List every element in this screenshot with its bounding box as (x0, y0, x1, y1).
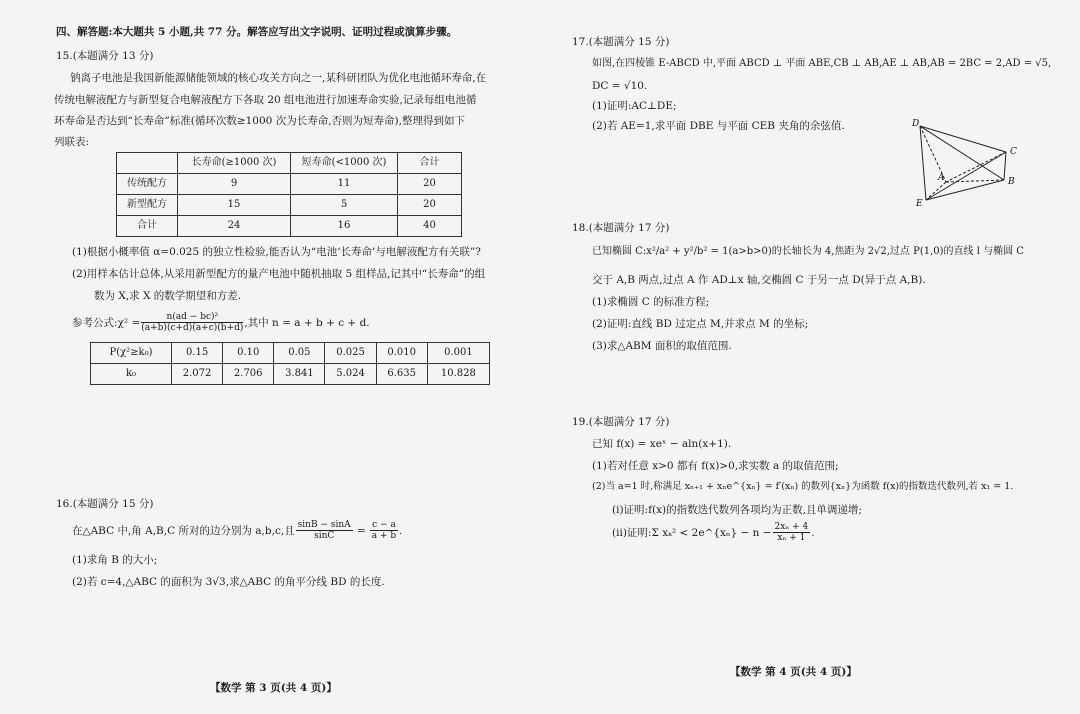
q19-sub1: (1)若对任意 x>0 都有 f(x)>0,求实数 a 的取值范围; (592, 460, 839, 472)
edge-cb (1004, 152, 1006, 180)
side-fraction (370, 520, 398, 542)
reference-formula (72, 312, 370, 334)
q19-sub2i: (ⅰ)证明:f(x)的指数迭代数列各项均为正数,且单调递增; (612, 504, 862, 516)
table-cell: 2.072 (172, 364, 223, 385)
table-cell: 20 (398, 174, 462, 195)
q15-para-1: 钠离子电池是我国新能源储能领域的核心攻关方向之一,某科研团队为优化电池循环寿命,在 (70, 72, 487, 84)
table-cell: 0.15 (172, 343, 223, 364)
table-cell: 10.828 (427, 364, 489, 385)
q18-line1-prefix: 已知椭圆 C: (592, 246, 647, 257)
q19-sub2ii-suffix: . (811, 526, 815, 539)
q15-header: 15.(本题满分 13 分) (56, 50, 154, 62)
table-cell: 0.05 (274, 343, 325, 364)
q15-sub2a: (2)用样本估计总体,从采用新型配方的量产电池中随机抽取 5 组样品,记其中“长寿命”的组 (72, 268, 486, 280)
label-e: E (916, 199, 923, 209)
row-label: 合计 (117, 216, 178, 237)
page-footer: 【数学 第 4 页(共 4 页)】 (730, 666, 857, 678)
q16-sub1: (1)求角 B 的大小; (72, 554, 158, 566)
q17-line2: DC = √10. (592, 80, 648, 92)
table-cell: 9 (178, 174, 291, 195)
formula-numerator: n(ad − bc)² (141, 312, 243, 323)
q15-sub2b: 数为 X,求 X 的数学期望和方差. (94, 290, 242, 302)
row-label: P(χ²≥k₀) (91, 343, 172, 364)
table-cell: 15 (178, 195, 291, 216)
iteration-fraction (773, 522, 811, 544)
q18-line2: 交于 A,B 两点,过点 A 作 AD⊥x 轴,交椭圆 C 于另一点 D(异于点 A,B). (592, 274, 926, 286)
q19-line1: 已知 f(x) = xeˣ − aln(x+1). (592, 438, 732, 450)
formula-denominator: (a+b)(c+d)(a+c)(b+d) (141, 323, 244, 334)
edge-db (920, 126, 1004, 180)
page-footer: 【数学 第 3 页(共 4 页)】 (210, 682, 337, 694)
pyramid-figure (908, 114, 1028, 210)
q17-sub1: (1)证明:AC⊥DE; (592, 100, 677, 112)
row-label: k₀ (91, 364, 172, 385)
page-3 (54, 0, 520, 714)
row-label: 传统配方 (117, 174, 178, 195)
table-cell: 24 (178, 216, 291, 237)
edge-dc (920, 126, 1006, 152)
q17-header: 17.(本题满分 15 分) (572, 36, 670, 48)
table-cell: 0.010 (376, 343, 427, 364)
label-c: C (1010, 147, 1017, 157)
page-4 (568, 0, 1052, 714)
q16-stem: 在△ABC 中,角 A,B,C 所对的边分别为 a,b,c,且 $\frac{\sin B - \sin A}{\sin C}$ = $\frac{c - a}{a + b}$ . (72, 520, 403, 542)
table-cell: 11 (291, 174, 398, 195)
q16-sub2: (2)若 c=4,△ABC 的面积为 3√3,求△ABC 的角平分线 BD 的长度. (72, 576, 385, 588)
q16-stem-text: 在△ABC 中,角 A,B,C 所对的边分别为 a,b,c,且 (72, 524, 295, 537)
q19-sub2ii (612, 522, 815, 544)
table-row (91, 343, 490, 364)
table-cell: 6.635 (376, 364, 427, 385)
fraction-denominator: a + b (371, 531, 397, 542)
q18-line1 (592, 244, 1024, 260)
table-cell: 2.706 (223, 364, 274, 385)
table-row (117, 195, 462, 216)
q19-sub2: (2)当 a=1 时,称满足 xₙ₊₁ + xₙe^{xₙ} = f′(xₙ) 的数列{xₙ}为函数 f(x)的指数迭代数列,若 x₁ = 1. (592, 481, 1014, 492)
table-cell: 0.10 (223, 343, 274, 364)
chi-square-fraction (141, 312, 243, 334)
q19-header: 19.(本题满分 17 分) (572, 416, 670, 428)
sine-fraction (296, 520, 353, 542)
fraction-denominator: xₙ + 1 (777, 533, 806, 544)
q17-line1: 如图,在四棱锥 E-ABCD 中,平面 ABCD ⊥ 平面 ABE,CB ⊥ AB,AE ⊥ AB,AB = 2BC = 2,AD = √5, (592, 58, 1052, 69)
fraction-numerator: 2xₙ + 4 (774, 522, 809, 532)
table-cell: 20 (398, 195, 462, 216)
edge-ab (946, 180, 1004, 182)
contingency-table (116, 152, 462, 237)
label-a: A (938, 173, 945, 183)
q18-header: 18.(本题满分 17 分) (572, 222, 670, 234)
q18-line1-suffix: 的长轴长为 4,焦距为 2√2,过点 P(1,0)的直线 l 与椭圆 C (771, 246, 1024, 257)
edge-ca (946, 152, 1006, 182)
table-cell: 0.001 (427, 343, 489, 364)
fraction-numerator: c − a (372, 520, 396, 530)
formula-suffix: ,其中 n = a + b + c + d. (244, 316, 370, 329)
label-d: D (912, 119, 920, 129)
q15-para-3: 环寿命是否达到“长寿命”标准(循环次数≥1000 次为长寿命,否则为短寿命),整理得到如下 (54, 115, 465, 127)
table-cell (117, 153, 178, 174)
row-label: 新型配方 (117, 195, 178, 216)
table-cell: 5 (291, 195, 398, 216)
table-cell: 3.841 (274, 364, 325, 385)
table-cell: 0.025 (325, 343, 376, 364)
table-cell: 40 (398, 216, 462, 237)
q16-header: 16.(本题满分 15 分) (56, 498, 154, 510)
table-header: 长寿命(≥1000 次) (178, 153, 291, 174)
table-row (117, 216, 462, 237)
table-header: 合计 (398, 153, 462, 174)
q18-sub2: (2)证明:直线 BD 过定点 M,并求点 M 的坐标; (592, 318, 809, 330)
q15-sub1: (1)根据小概率值 α=0.025 的独立性检验,能否认为“电池‘长寿命’与电解液配方有关联”? (72, 246, 481, 258)
fraction-numerator: sinB − sinA (297, 520, 351, 530)
label-b: B (1008, 177, 1015, 187)
table-row (91, 364, 490, 385)
q18-sub3: (3)求△ABM 面积的取值范围. (592, 340, 732, 352)
q19-sub2ii-prefix: (ⅱ)证明:Σ xₖ² < 2e^{xₙ} − n − (612, 526, 772, 539)
table-row (117, 153, 462, 174)
section-title: 四、解答题:本大题共 5 小题,共 77 分。解答应写出文字说明、证明过程或演算步骤。 (56, 26, 458, 38)
q15-para-4: 列联表: (54, 136, 90, 148)
formula-prefix: 参考公式:χ² = (72, 316, 141, 329)
table-cell: 5.024 (325, 364, 376, 385)
table-header: 短寿命(<1000 次) (291, 153, 398, 174)
q17-sub2: (2)若 AE=1,求平面 DBE 与平面 CEB 夹角的余弦值. (592, 120, 845, 132)
table-row (117, 174, 462, 195)
table-cell: 16 (291, 216, 398, 237)
ellipse-equation: x²/a² + y²/b² = 1(a>b>0) (646, 246, 772, 257)
q18-sub1: (1)求椭圆 C 的标准方程; (592, 296, 710, 308)
fraction-denominator: sinC (314, 531, 335, 542)
critical-value-table (90, 342, 490, 385)
q15-para-2: 传统电解液配方与新型复合电解液配方下各取 20 组电池进行加速寿命实验,记录每组电池循 (54, 94, 477, 106)
